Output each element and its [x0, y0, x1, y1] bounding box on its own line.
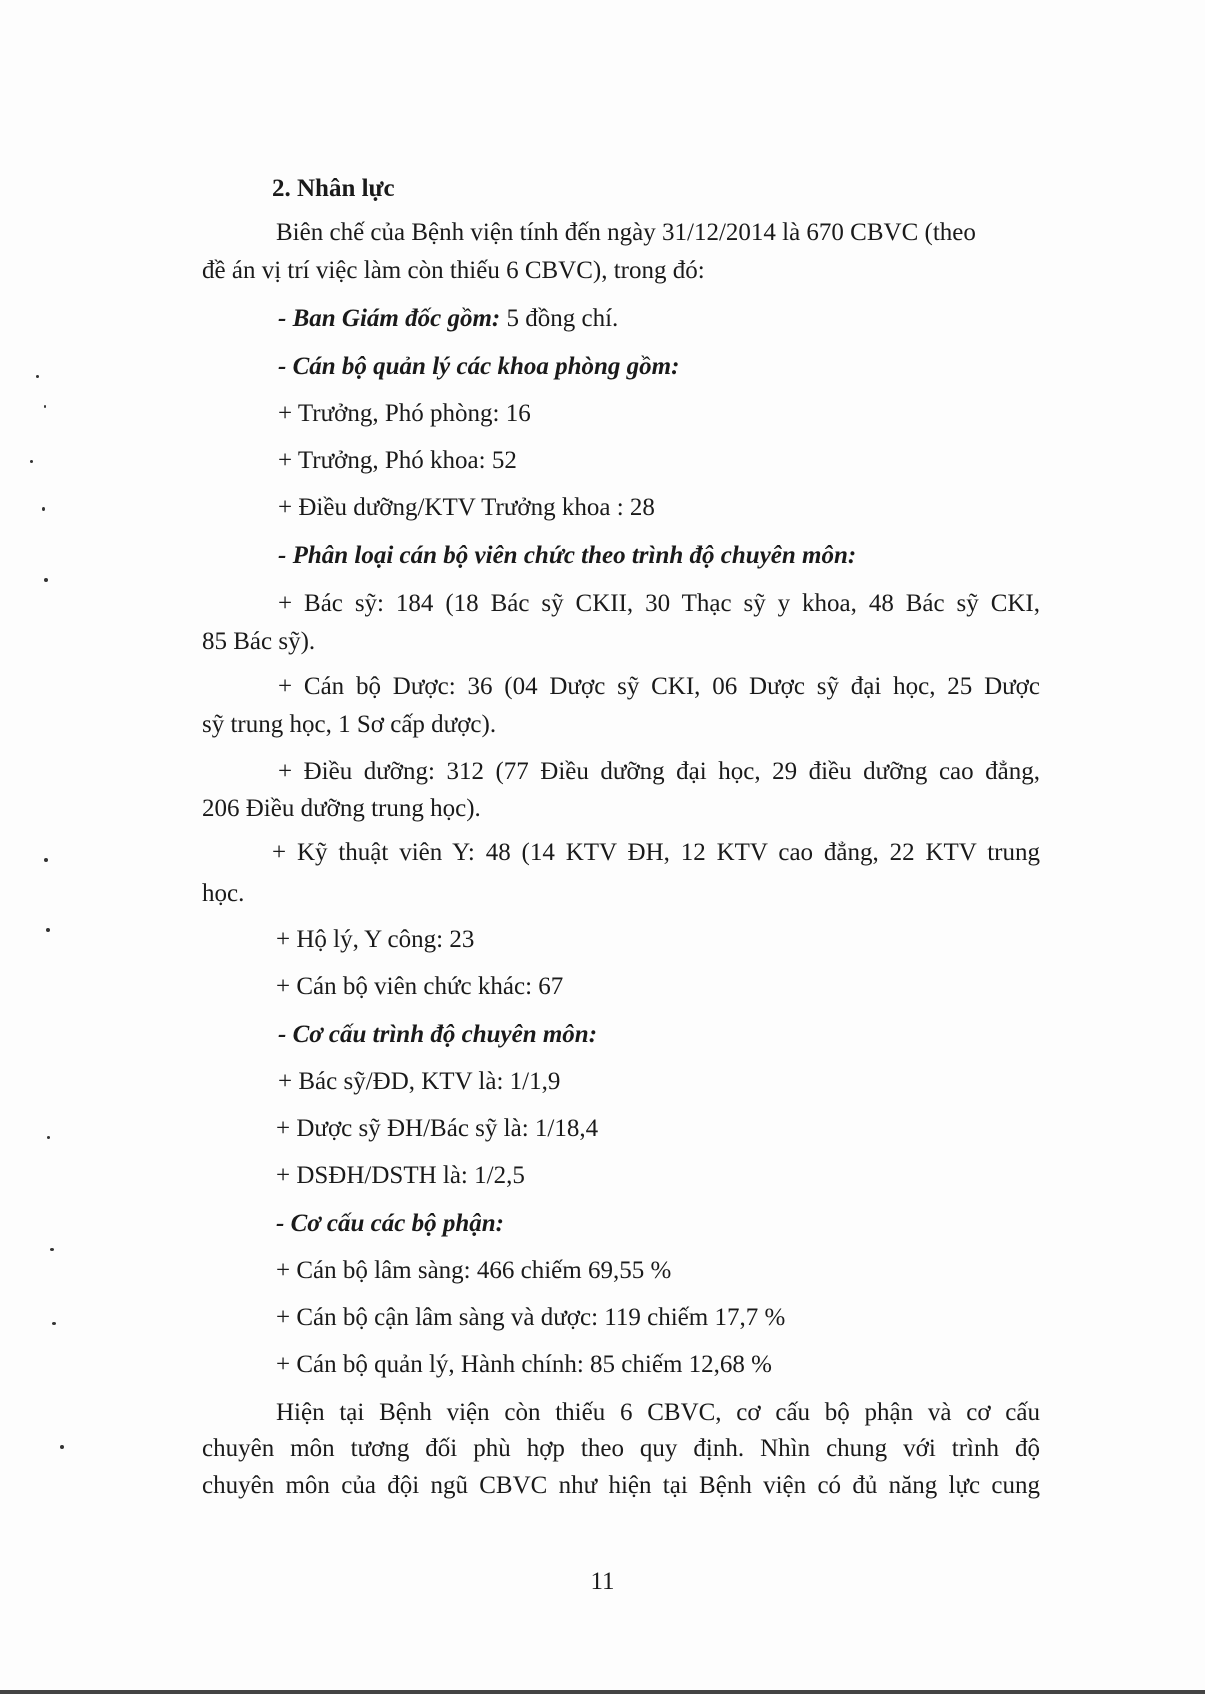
ky-thuat-vien-line-2: học. — [202, 880, 245, 907]
scan-speck — [44, 858, 48, 862]
ky-thuat-vien-line-1: + Kỹ thuật viên Y: 48 (14 KTV ĐH, 12 KTV cao đẳng, 22 KTV trung — [272, 839, 1040, 866]
ban-giam-doc-label: - Ban Giám đốc gồm: — [278, 305, 501, 332]
scan-speck — [50, 1248, 54, 1251]
scan-speck — [44, 578, 48, 582]
bac-sy-line-1: + Bác sỹ: 184 (18 Bác sỹ CKII, 30 Thạc sỹ y khoa, 48 Bác sỹ CKI, — [278, 590, 1040, 617]
co-cau-trinh-do-label: - Cơ cấu trình độ chuyên môn: — [278, 1021, 598, 1048]
phan-loai-label: - Phân loại cán bộ viên chức theo trình độ chuyên môn: — [278, 542, 857, 569]
duoc-line-1: + Cán bộ Dược: 36 (04 Dược sỹ CKI, 06 Dược sỹ đại học, 25 Dược — [278, 673, 1040, 700]
section-heading: 2. Nhân lực — [272, 175, 395, 202]
ban-giam-doc-value: 5 đồng chí. — [500, 305, 619, 332]
list-item: + Bác sỹ/ĐD, KTV là: 1/1,9 — [278, 1068, 561, 1095]
dieu-duong-line-2: 206 Điều dưỡng trung học). — [202, 795, 481, 822]
list-item: + Trưởng, Phó phòng: 16 — [278, 400, 531, 427]
page-number: 11 — [590, 1568, 615, 1595]
list-item: + Cán bộ viên chức khác: 67 — [276, 973, 564, 1000]
scan-speck — [36, 375, 39, 378]
conclusion-line-3: chuyên môn của đội ngũ CBVC như hiện tại Bệnh viện có đủ năng lực cung — [202, 1472, 1040, 1499]
intro-line-1: Biên chế của Bệnh viện tính đến ngày 31/12/2014 là 670 CBVC (theo — [276, 219, 976, 246]
co-cau-bo-phan-label: - Cơ cấu các bộ phận: — [276, 1210, 504, 1237]
list-item: + Cán bộ quản lý, Hành chính: 85 chiếm 12,68 % — [276, 1351, 772, 1378]
conclusion-line-2: chuyên môn tương đối phù hợp theo quy định. Nhìn chung với trình độ — [202, 1435, 1040, 1462]
dieu-duong-line-1: + Điều dưỡng: 312 (77 Điều dưỡng đại học, 29 điều dưỡng cao đẳng, — [278, 758, 1040, 785]
can-bo-quan-ly-label: - Cán bộ quản lý các khoa phòng gồm: — [278, 353, 680, 380]
list-item: + Dược sỹ ĐH/Bác sỹ là: 1/18,4 — [276, 1115, 599, 1142]
conclusion-line-1: Hiện tại Bệnh viện còn thiếu 6 CBVC, cơ cấu bộ phận và cơ cấu — [276, 1399, 1040, 1426]
list-item: + Điều dưỡng/KTV Trưởng khoa : 28 — [278, 494, 655, 521]
scan-speck — [47, 1136, 50, 1139]
scan-speck — [60, 1445, 64, 1449]
scan-speck — [30, 460, 33, 463]
ban-giam-doc-line — [278, 302, 618, 336]
list-item: + Cán bộ lâm sàng: 466 chiếm 69,55 % — [276, 1257, 672, 1284]
duoc-line-2: sỹ trung học, 1 Sơ cấp dược). — [202, 711, 497, 738]
scan-bottom-edge — [0, 1690, 1205, 1694]
scan-speck — [52, 1322, 56, 1325]
intro-line-2: đề án vị trí việc làm còn thiếu 6 CBVC), trong đó: — [202, 257, 705, 284]
list-item: + DSĐH/DSTH là: 1/2,5 — [276, 1162, 525, 1189]
list-item: + Cán bộ cận lâm sàng và dược: 119 chiếm 17,7 % — [276, 1304, 786, 1331]
scan-speck — [44, 405, 46, 408]
list-item: + Trưởng, Phó khoa: 52 — [278, 447, 517, 474]
scan-speck — [42, 507, 45, 511]
scan-speck — [46, 928, 50, 932]
bac-sy-line-2: 85 Bác sỹ). — [202, 628, 316, 655]
list-item: + Hộ lý, Y công: 23 — [276, 926, 475, 953]
